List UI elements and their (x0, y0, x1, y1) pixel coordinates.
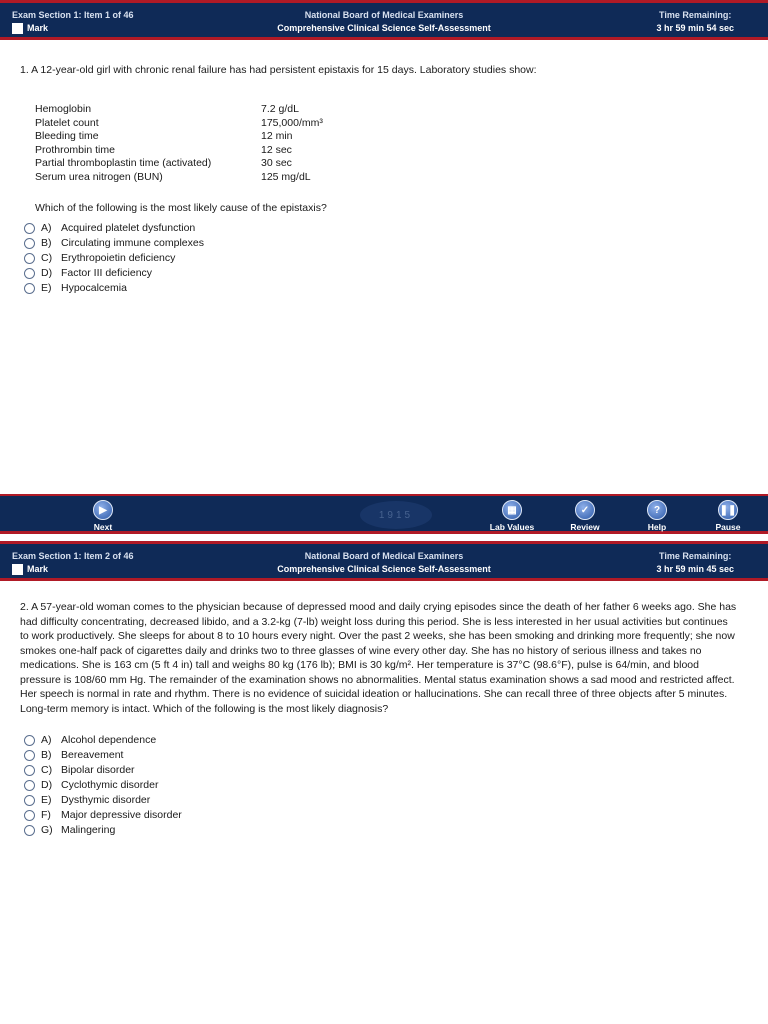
answer-options (24, 221, 204, 296)
lab-name: Serum urea nitrogen (BUN) (35, 170, 163, 183)
review-label: Review (570, 522, 600, 532)
radio-button[interactable] (24, 825, 35, 836)
header-center (0, 550, 768, 576)
help-label: Help (647, 522, 667, 532)
option-text: Bereavement (61, 749, 124, 762)
option-letter: C) (41, 252, 53, 265)
time-value: 3 hr 59 min 54 sec (656, 23, 734, 33)
option-text: Circulating immune complexes (61, 237, 204, 250)
option-text: Malingering (61, 824, 116, 837)
radio-button[interactable] (24, 268, 35, 279)
org-name: National Board of Medical Examiners (304, 10, 464, 20)
answer-option[interactable] (24, 748, 182, 763)
lab-value: 12 sec (261, 143, 292, 156)
lab-name: Platelet count (35, 116, 99, 129)
lab-name: Partial thromboplastin time (activated) (35, 157, 212, 169)
radio-button[interactable] (24, 795, 35, 806)
option-text: Bipolar disorder (61, 764, 135, 777)
lab-name: Bleeding time (35, 130, 99, 142)
question-stem: 1. A 12-year-old girl with chronic renal failure has had persistent epistaxis for 15 days. Laboratory studies show: (20, 64, 537, 76)
header-center (0, 9, 768, 35)
mark-label: Mark (27, 23, 49, 33)
option-text: Cyclothymic disorder (61, 779, 159, 792)
radio-button[interactable] (24, 750, 35, 761)
answer-option[interactable] (24, 251, 204, 266)
time-value: 3 hr 59 min 45 sec (656, 564, 734, 574)
mark-label: Mark (27, 564, 49, 574)
calculator-icon: ▦ (502, 500, 522, 520)
exam-title: Comprehensive Clinical Science Self-Assessment (277, 23, 491, 33)
lab-table (35, 103, 323, 184)
option-text: Dysthymic disorder (61, 794, 151, 807)
item-position: Exam Section 1: Item 1 of 46 (12, 10, 134, 20)
radio-button[interactable] (24, 780, 35, 791)
lab-value: 30 sec (261, 157, 292, 169)
lab-row (35, 117, 323, 131)
radio-button[interactable] (24, 223, 35, 234)
answer-option[interactable] (24, 808, 182, 823)
answer-option[interactable] (24, 221, 204, 236)
lab-value: 125 mg/dL (261, 170, 311, 183)
answer-option[interactable] (24, 778, 182, 793)
timer (656, 550, 734, 576)
nbme-seal-logo: 1915 (360, 501, 432, 529)
radio-button[interactable] (24, 253, 35, 264)
checkmark-icon: ✓ (575, 500, 595, 520)
option-letter: C) (41, 764, 53, 777)
timer (656, 9, 734, 35)
lab-name: Hemoglobin (35, 103, 92, 115)
time-label: Time Remaining: (659, 10, 732, 20)
option-letter: B) (41, 749, 52, 762)
option-text: Acquired platelet dysfunction (61, 222, 196, 235)
option-letter: A) (41, 734, 52, 747)
radio-button[interactable] (24, 735, 35, 746)
answer-option[interactable] (24, 266, 204, 281)
time-label: Time Remaining: (659, 551, 732, 561)
lab-values-button[interactable] (487, 500, 537, 532)
option-text: Major depressive disorder (61, 809, 182, 822)
option-letter: D) (41, 267, 53, 280)
lab-values-label: Lab Values (489, 522, 535, 532)
option-letter: F) (41, 809, 51, 822)
item-position: Exam Section 1: Item 2 of 46 (12, 551, 134, 561)
lab-row (35, 171, 323, 185)
pause-button[interactable] (703, 500, 753, 532)
answer-option[interactable] (24, 823, 182, 838)
answer-options (24, 733, 182, 838)
question-icon: ? (647, 500, 667, 520)
option-text: Alcohol dependence (61, 734, 157, 747)
question-stem: 2. A 57-year-old woman comes to the physician because of depressed mood and daily crying episodes since the death of her father 6 weeks ago. She has had difficulty concentrating, decreased libido, and a 3.2-kg (7-lb) weight loss during this period. She is less interested in her usual activities but continues to work productively. She sleeps for about 8 to 10 hours every night. Over the past 2 weeks, she has been smoking and drinking more frequently; she now smokes one-half pack of cigarettes daily and drinks two to three glasses of wine every other day. She has no history of serious illness and takes no medications. She is 163 cm (5 ft 4 in) tall and weighs 80 kg (176 lb); BMI is 30 kg/m². Her temperature is 37°C (98.6°F), pulse is 64/min, and blood pressure is 108/60 mm Hg. The remainder of the examination shows no abnormalities. Mental status examination shows a sad mood and restricted affect. Her speech is normal in rate and rhythm. There is no evidence of suicidal ideation or hallucinations. She can recall three of three objects after 5 minutes. Long-term memory is intact. Which of the following is the most likely diagnosis? (20, 601, 737, 715)
option-letter: E) (41, 794, 52, 807)
answer-option[interactable] (24, 793, 182, 808)
radio-button[interactable] (24, 238, 35, 249)
help-button[interactable] (632, 500, 682, 532)
answer-option[interactable] (24, 733, 182, 748)
exam-header (0, 0, 768, 40)
answer-option[interactable] (24, 763, 182, 778)
option-text: Erythropoietin deficiency (61, 252, 176, 265)
lab-name: Prothrombin time (35, 143, 115, 156)
option-text: Factor III deficiency (61, 267, 153, 280)
next-button[interactable] (78, 500, 128, 532)
radio-button[interactable] (24, 810, 35, 821)
lab-row (35, 103, 323, 117)
lab-row (35, 157, 323, 171)
option-letter: B) (41, 237, 52, 250)
pause-icon: ❚❚ (718, 500, 738, 520)
play-arrow-icon: ▶ (93, 500, 113, 520)
lab-row (35, 144, 323, 158)
answer-option[interactable] (24, 236, 204, 251)
next-label: Next (93, 522, 113, 532)
lab-value: 12 min (261, 130, 293, 142)
review-button[interactable] (560, 500, 610, 532)
option-letter: E) (41, 282, 52, 295)
radio-button[interactable] (24, 283, 35, 294)
option-text: Hypocalcemia (61, 282, 127, 295)
exam-header (0, 541, 768, 581)
lab-value: 7.2 g/dL (261, 103, 299, 115)
question-prompt: Which of the following is the most likely cause of the epistaxis? (35, 202, 327, 214)
option-letter: D) (41, 779, 53, 792)
pause-label: Pause (715, 522, 741, 532)
radio-button[interactable] (24, 765, 35, 776)
navigation-toolbar (0, 494, 768, 534)
lab-row (35, 130, 323, 144)
option-letter: G) (41, 824, 53, 837)
option-letter: A) (41, 222, 52, 235)
exam-title: Comprehensive Clinical Science Self-Assessment (277, 564, 491, 574)
answer-option[interactable] (24, 281, 204, 296)
lab-value: 175,000/mm³ (261, 116, 323, 129)
org-name: National Board of Medical Examiners (304, 551, 464, 561)
